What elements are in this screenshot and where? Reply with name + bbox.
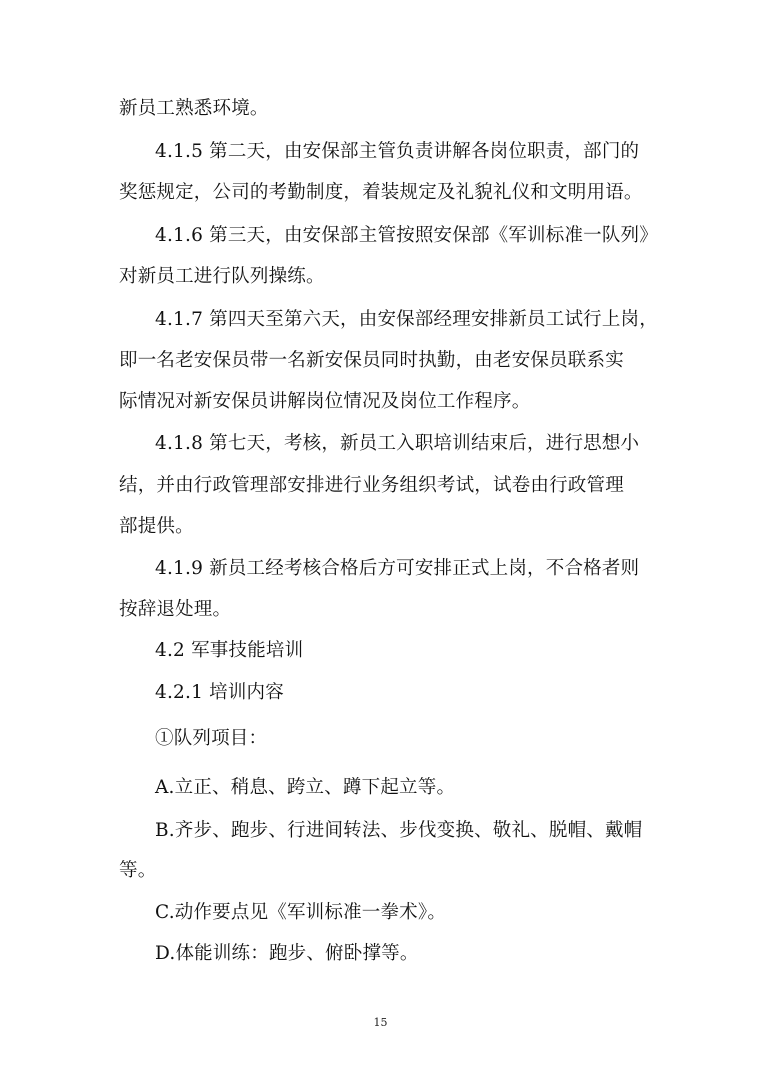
list-item: D.体能训练：跑步、俯卧撑等。	[155, 943, 419, 964]
text-line: 际情况对新安保员讲解岗位情况及岗位工作程序。	[119, 391, 531, 412]
list-item: C.动作要点见《军训标准一拳术》。	[155, 902, 447, 923]
text-line: 新员工熟悉环境。	[119, 98, 269, 119]
list-item: A.立正、稍息、跨立、蹲下起立等。	[155, 777, 456, 798]
text-line: 奖惩规定，公司的考勤制度，着装规定及礼貌礼仪和文明用语。	[119, 182, 643, 203]
text-line: 按辞退处理。	[119, 599, 232, 620]
text-line: 等。	[119, 860, 157, 881]
text-line: 4.1.5 第二天，由安保部主管负责讲解各岗位职责，部门的	[155, 141, 640, 162]
text-line: 对新员工进行队列操练。	[119, 266, 325, 287]
text-line: 4.1.7 第四天至第六天，由安保部经理安排新员工试行上岗，	[155, 309, 658, 330]
text-line: 即一名老安保员带一名新安保员同时执勤，由老安保员联系实	[119, 350, 624, 371]
text-line: 部提供。	[119, 516, 194, 537]
page-number: 15	[373, 1016, 388, 1029]
subsection-heading: 4.2.1 培训内容	[155, 682, 284, 703]
text-line: 4.1.8 第七天，考核，新员工入职培训结束后，进行思想小	[155, 433, 640, 454]
list-item: B.齐步、跑步、行进间转法、步伐变换、敬礼、脱帽、戴帽	[155, 820, 643, 841]
list-heading: ➀队列项目：	[155, 728, 268, 749]
text-line: 结，并由行政管理部安排进行业务组织考试，试卷由行政管理	[119, 475, 624, 496]
text-line: 4.1.9 新员工经考核合格后方可安排正式上岗，不合格者则	[155, 558, 640, 579]
text-line: 4.1.6 第三天，由安保部主管按照安保部《军训标准一队列》	[155, 225, 658, 246]
section-heading: 4.2 军事技能培训	[155, 640, 304, 661]
